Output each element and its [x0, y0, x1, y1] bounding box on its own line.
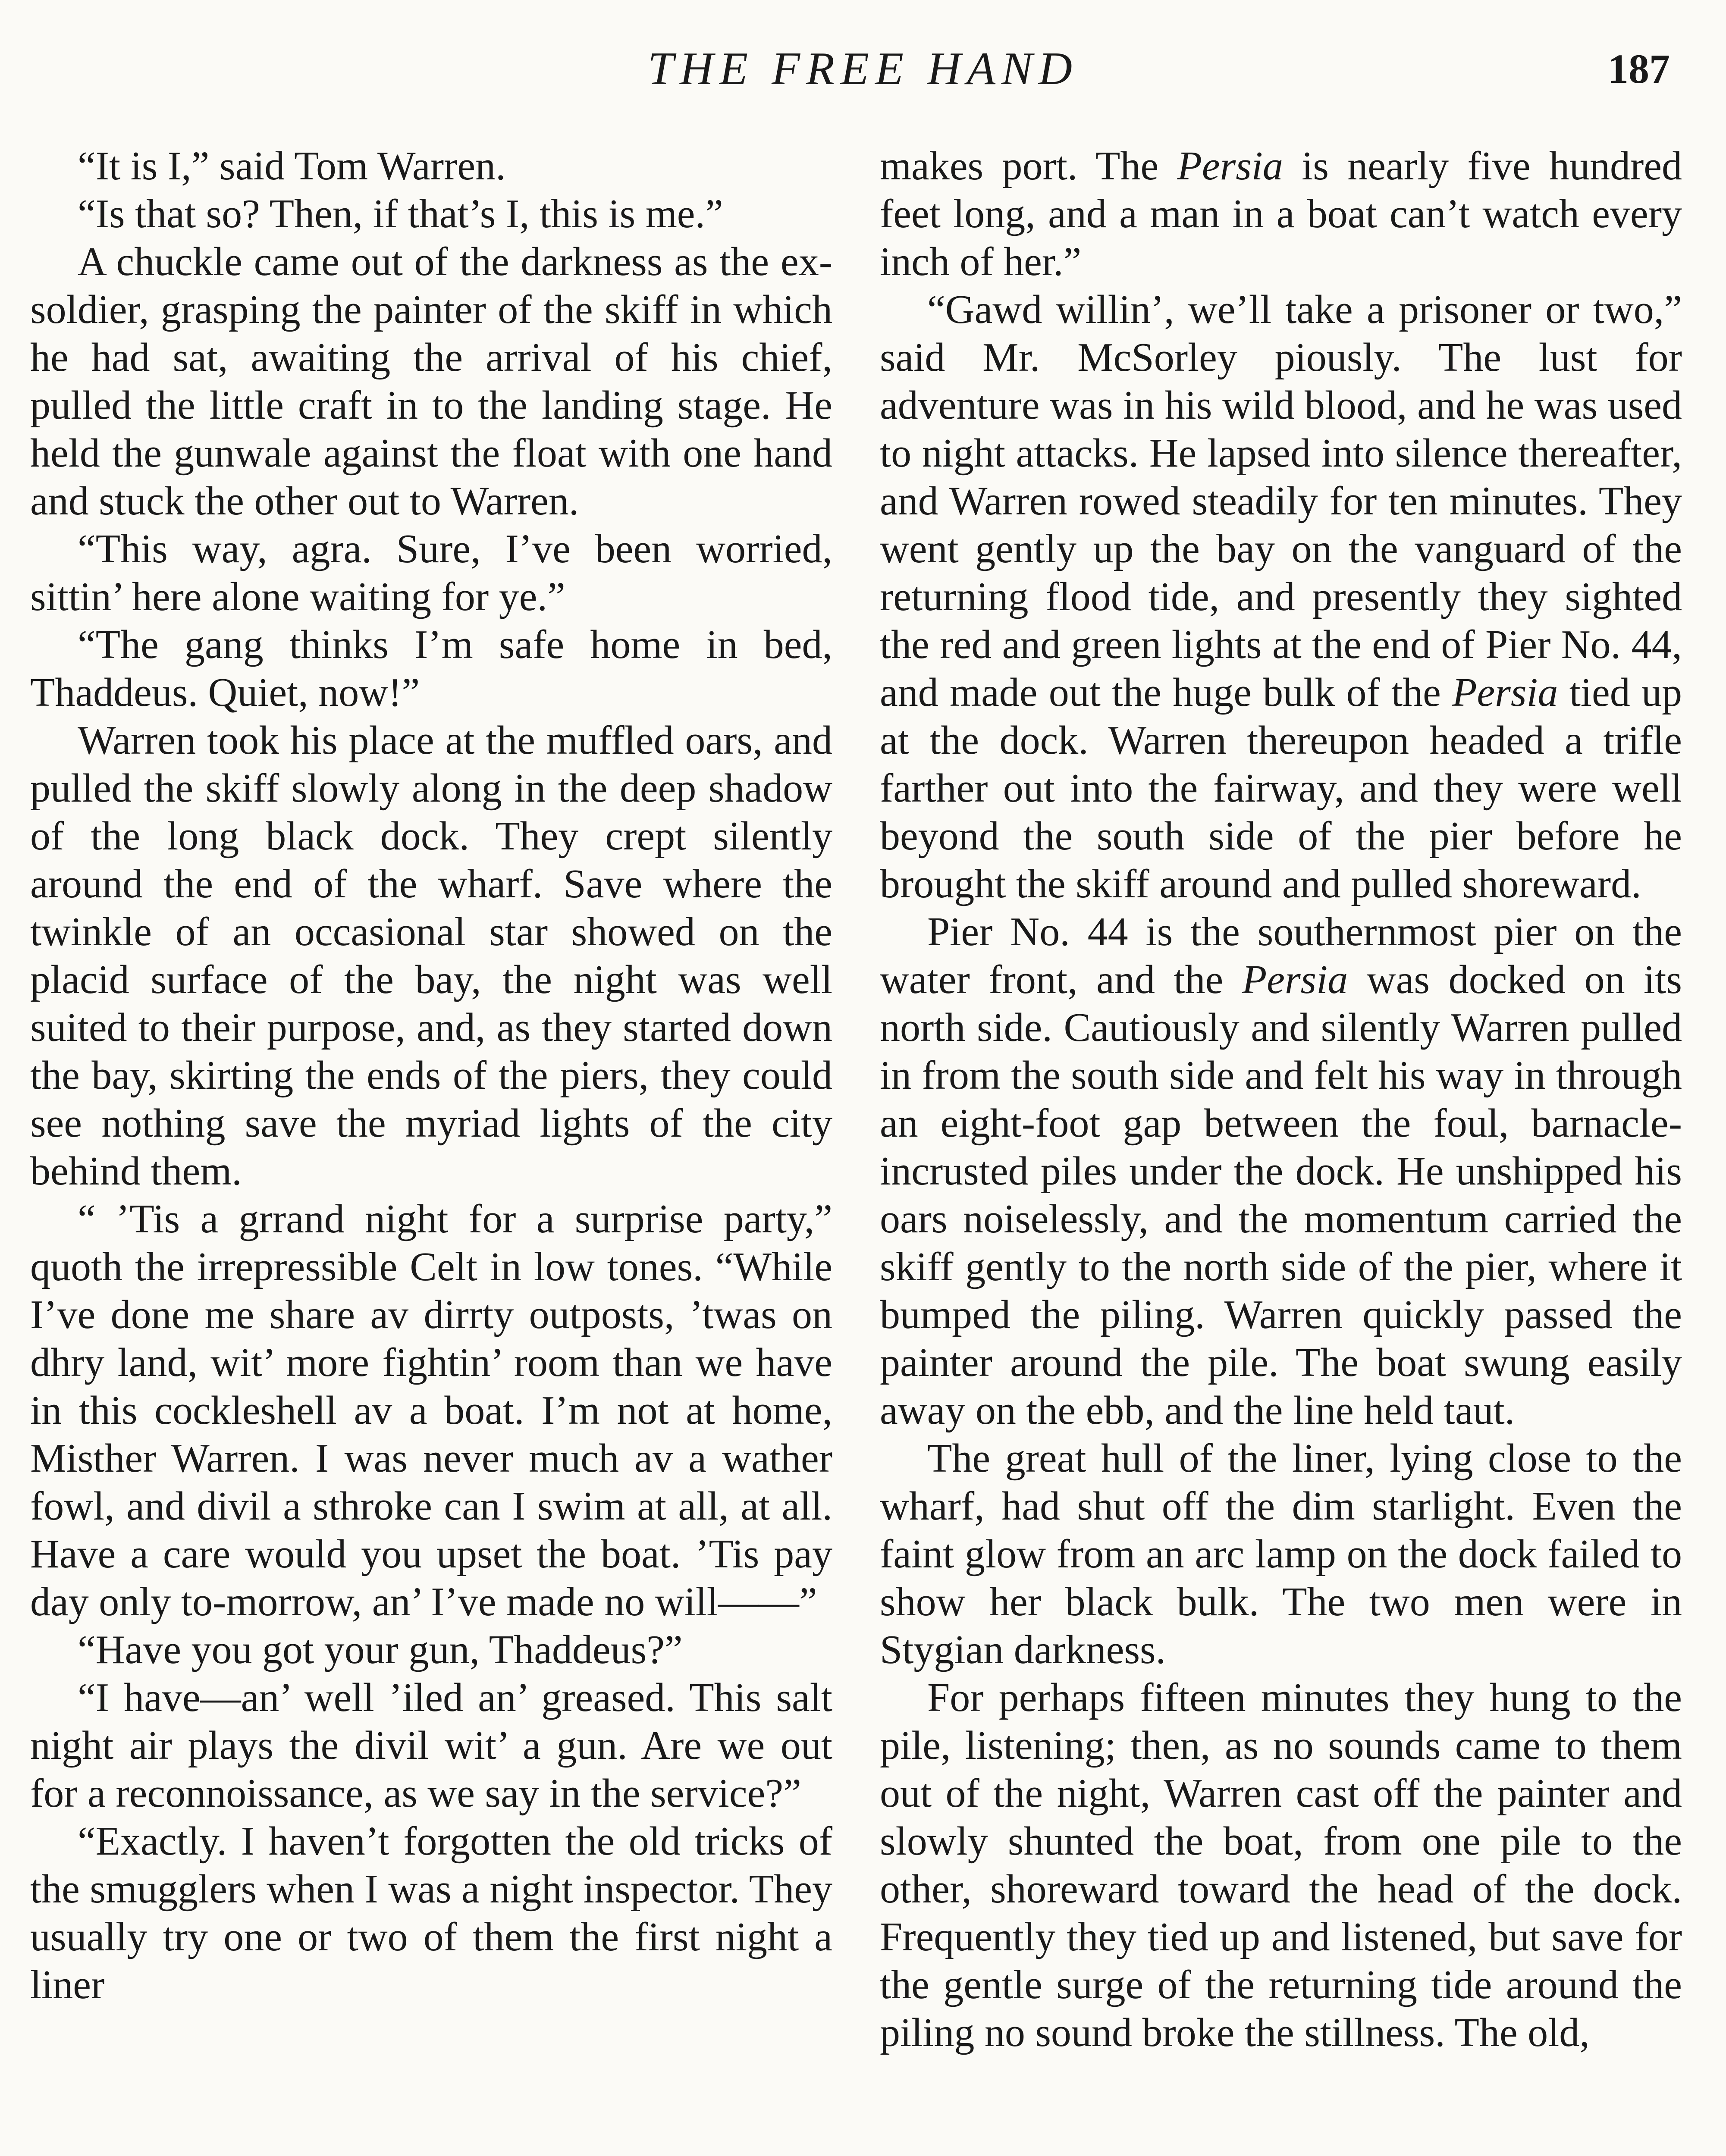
ship-name: Persia: [1452, 670, 1558, 715]
page-header: [0, 39, 1726, 99]
paragraph: Warren took his place at the muffled oars, and pulled the skiff slowly along in the deep shadow of the long black dock. They crept silently around the end of the wharf. Save where the twinkle of an occasional star showed on the placid surface of the bay, the night was well suited to their purpose, and, as they started down the bay, skirting the ends of the piers, they could see nothing save the myriad lights of the city behind them.: [30, 718, 832, 1194]
paragraph: “It is I,” said Tom Warren.: [78, 144, 506, 188]
paragraph: For perhaps fifteen minutes they hung to the pile, listening; then, as no sounds came to them out of the night, Warren cast off the painter and slowly shunted the boat, from one pile to the other, shoreward toward the head of the dock. Frequently they tied up and listened, but save for the gentle surge of the returning tide around the piling no sound broke the stillness. The old,: [880, 1675, 1682, 2055]
left-column: [30, 142, 832, 2009]
paragraph: “The gang thinks I’m safe home in bed, Thaddeus. Quiet, now!”: [30, 622, 832, 715]
paragraph: “This way, agra. Sure, I’ve been worried, sittin’ here alone waiting for ye.”: [30, 526, 832, 619]
right-column: [880, 142, 1682, 2057]
paragraph: makes port. The Persia is nearly five hundred feet long, and a man in a boat can’t watch every inch of her.”: [880, 144, 1682, 284]
ship-name: Persia: [1177, 144, 1283, 188]
ship-name: Persia: [1242, 957, 1348, 1002]
paragraph: “Exactly. I haven’t forgotten the old tricks of the smugglers when I was a night inspector. They usually try one or two of them the first night a liner: [30, 1819, 832, 2007]
paragraph: “Is that so? Then, if that’s I, this is me.”: [78, 191, 723, 236]
paragraph: A chuckle came out of the darkness as the ex-soldier, grasping the painter of the skiff in which he had sat, awaiting the arrival of his chief, pulled the little craft in to the landing stage. He held the gunwale against the float with one hand and stuck the other out to Warren.: [30, 239, 832, 523]
paragraph: Pier No. 44 is the southernmost pier on the water front, and the Persia was docked on its north side. Cautiously and silently Warren pulled in from the south side and felt his way in through an eight-foot gap between the foul, barnacle-incrusted piles under the dock. He unshipped his oars noiselessly, and the momentum carried the skiff gently to the north side of the pier, where it bumped the piling. Warren quickly passed the painter around the pile. The boat swung easily away on the ebb, and the line held taut.: [880, 909, 1682, 1433]
paragraph: “I have—an’ well ’iled an’ greased. This salt night air plays the divil wit’ a gun. Are we out for a reconnoissance, as we say in the service?”: [30, 1675, 832, 1816]
paragraph: “ ’Tis a grrand night for a surprise party,” quoth the irrepressible Celt in low tones. “While I’ve done me share av dirrty outposts, ’twas on dhry land, wit’ more fightin’ room than we have in this cockleshell av a boat. I’m not at home, Misther Warren. I was never much av a wather fowl, and divil a sthroke can I swim at all, at all. Have a care would you upset the boat. ’Tis pay day only to-morrow, an’ I’ve made no will——”: [30, 1197, 832, 1624]
running-title: THE FREE HAND: [648, 43, 1078, 94]
paragraph: The great hull of the liner, lying close to the wharf, had shut off the dim starlight. Even the faint glow from an arc lamp on the dock failed to show her black bulk. The two men were in Stygian darkness.: [880, 1436, 1682, 1672]
paragraph: “Have you got your gun, Thaddeus?”: [78, 1627, 683, 1672]
page-number: 187: [1608, 46, 1670, 92]
paragraph: “Gawd willin’, we’ll take a prisoner or two,” said Mr. McSorley piously. The lust for adventure was in his wild blood, and he was used to night attacks. He lapsed into silence thereafter, and Warren rowed steadily for ten minutes. They went gently up the bay on the vanguard of the returning flood tide, and presently they sighted the red and green lights at the end of Pier No. 44, and made out the huge bulk of the Persia tied up at the dock. Warren thereupon headed a trifle farther out into the fairway, and they were well beyond the south side of the pier before he brought the skiff around and pulled shoreward.: [880, 287, 1682, 906]
